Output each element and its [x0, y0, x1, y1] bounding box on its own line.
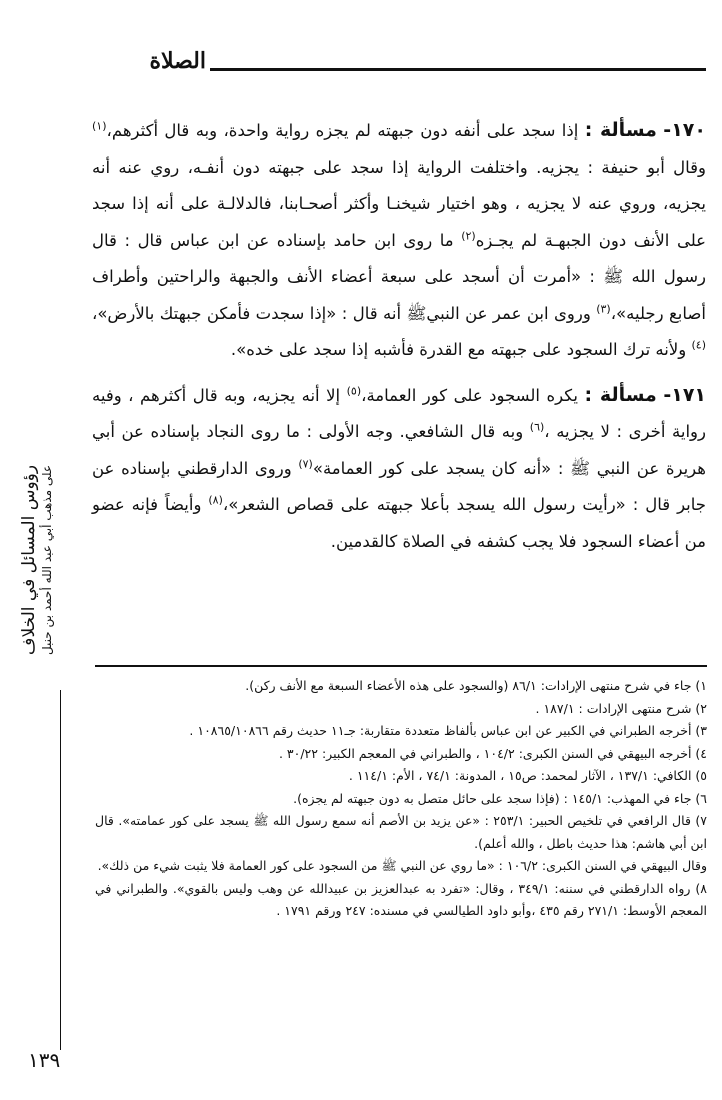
- section-number: ١٧١-: [663, 383, 707, 406]
- footnote-ref[interactable]: (٤): [691, 338, 706, 352]
- section-170: [92, 112, 706, 369]
- footnote-6: ٦) جاء في المهذب: ١٤٥/١ : (فإذا سجد على حائل متصل به دون جبهته لم يجزه).: [293, 790, 707, 806]
- page-number: ١٣٩: [28, 1048, 61, 1072]
- footnote-ref[interactable]: (١): [92, 119, 107, 133]
- footnote-3: ٣) أخرجه الطبراني في الكبير عن ابن عباس بألفاظ متعددة متقاربة: جـ١١ حديث رقم ١٠٨٦٥/١٠٨٦٦ .: [189, 723, 707, 738]
- book-side-title: [18, 430, 74, 690]
- book-subtitle: على مذهب أبي عبد الله أحمد بن حنبل: [40, 464, 55, 656]
- page-title: الصلاة: [149, 48, 206, 74]
- footnote-8: ٨) رواه الدارقطني في سننه: ٣٤٩/١ ، وقال: «تفرد به عبدالعزيز بن عبيدالله عن وهب وليس بالقوي». والطبراني في المعجم الأوسط: ٢٧١/١ رقم ٤٣٥ ،وأبو داود الطيالسي في مسنده: ٢٤٧ ورقم ١٧٩١ .: [95, 880, 708, 918]
- main-text: [92, 112, 706, 560]
- section-text: وبه قال الشافعي. وجه الأولى : ما روى النجاد بإسناده عن أبي هريرة عن النبي ﷺ : «أنه كان يسجد على كور العمامة»: [92, 422, 706, 478]
- section-text: يكره السجود على كور العمامة،: [361, 385, 578, 405]
- header-rule: [210, 68, 706, 71]
- footnote-1: ١) جاء في شرح منتهى الإرادات: ٨٦/١ (والسجود على هذه الأعضاء السبعة مع الأنف ركن).: [245, 678, 707, 693]
- side-rule: [60, 690, 61, 1050]
- section-keyword: مسألة :: [584, 383, 657, 406]
- footnote-ref[interactable]: (٢): [461, 229, 476, 242]
- footnote-divider: [95, 665, 707, 667]
- section-text: إلا أنه يجزيه، وبه قال أكثرهم ، وفيه رواية أخرى : لا يجزيه ،: [92, 385, 706, 441]
- footnote-7: ٧) قال الرافعي في تلخيص الحبير: ٢٥٣/١ : «عن يزيد بن الأصم أنه سمع رسول الله ﷺ يسجد على كور عمامته». قال ابن أبي هاشم: هذا حديث باطل ، والله أعلم).: [95, 813, 708, 851]
- section-text: وقال أبو حنيفة : يجزيه. واختلفت الرواية إذا سجد على جبهته دون أنفـه، روي عنه أنه يجزيه، وروي عنه لا يجزيه ، وهو اختيار شيخنـا وأكثر أصحـابنا، فالدلالـة على أنه إذا سجد على الأنف دون الجبهـة لم يجـزه: [92, 157, 706, 250]
- section-text: ما روى ابن حامد بإسناده عن ابن عباس قال : قال رسول الله ﷺ : «أمرت أن أسجد على سبعة أعضاء الأنف والجبهة والراحتين وأطراف أصابع رجليه»،: [92, 230, 706, 323]
- footnote-4: ٤) أخرجه البيهقي في السنن الكبرى: ١٠٤/٢ ، والطبراني في المعجم الكبير: ٣٠/٢٢ .: [278, 745, 707, 761]
- footnote-ref[interactable]: (٨): [208, 493, 223, 507]
- section-text: ولأنه ترك السجود على جبهته مع القدرة فأشبه إذا سجد على خده».: [230, 340, 692, 359]
- footnotes: [95, 675, 707, 923]
- footnote-ref[interactable]: (٧): [298, 457, 313, 470]
- section-text: وروى الدارقطني بإسناده عن جابر قال : «رأيت رسول الله يسجد بأعلا جبهته على قصاص الشعر»،: [92, 458, 706, 514]
- footnote-ref[interactable]: (٦): [529, 420, 545, 434]
- footnote-ref[interactable]: (٥): [346, 384, 362, 397]
- section-keyword: مسألة :: [584, 119, 657, 141]
- footnote-ref[interactable]: (٣): [596, 302, 611, 315]
- section-text: وأيضاً فإنه عضو من أعضاء السجود فلا يجب كشفه في الصلاة كالقدمين.: [92, 495, 706, 551]
- section-number: ١٧٠-: [663, 119, 706, 141]
- footnote-2: ٢) شرح منتهى الإرادات : ١٨٧/١ .: [535, 700, 707, 716]
- section-text: وروى ابن عمر عن النبيﷺ أنه قال : «إذا سجدت فأمكن جبهتك بالأرض»،: [92, 303, 597, 323]
- footnote-7-continued: وقال البيهقي في السنن الكبرى: ١٠٦/٢ : «ما روي عن النبي ﷺ من السجود على كور العمامة فلا يثبت شيء من ذلك».: [97, 858, 707, 873]
- book-title: رؤوس المسائل في الخلاف: [19, 464, 39, 656]
- section-text: إذا سجد على أنفه دون جبهته لم يجزه رواية واحدة، وبه قال أكثرهم،: [106, 121, 579, 140]
- footnote-5: ٥) الكافي: ١٣٧/١ ، الآثار لمحمد: ص١٥ ، المدونة: ٧٤/١ ، الأم: ١١٤/١ .: [348, 768, 707, 783]
- section-171: [92, 377, 706, 561]
